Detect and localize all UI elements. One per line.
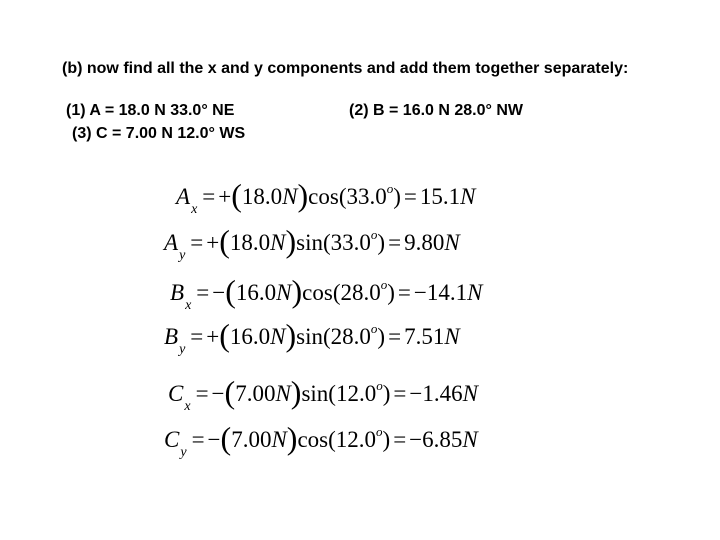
trig-close: ) [387,280,395,305]
trig-close: ) [393,184,401,209]
given-vector-b: (2) B = 16.0 N 28.0° NW [349,102,524,119]
trig-function: cos(33.0 [308,184,387,209]
equation-variable: B [164,324,179,349]
equation-sign: + [218,184,232,209]
trig-function: sin(28.0 [296,324,371,349]
open-paren: ( [231,177,242,213]
equation-variable: C [168,381,184,406]
equation-unit: N [270,230,286,255]
degree-symbol: o [380,277,388,292]
close-paren: ) [286,420,298,456]
equation-subscript: x [184,399,191,414]
trig-close: ) [382,427,391,452]
equation-subscript: y [180,445,187,460]
equals-sign: = [393,427,407,452]
equation-magnitude: 18.0 [229,230,271,255]
equation-subscript: x [185,298,192,313]
equation-unit: N [276,280,292,305]
degree-symbol: o [370,321,378,336]
equals-sign: = [397,280,411,305]
equation-sign: + [206,324,220,349]
equation-sign: − [212,280,226,305]
equation-result: 9.80 [404,230,445,255]
equals-sign: = [388,324,402,349]
equation-cy [164,421,478,459]
result-unit: N [462,427,478,452]
equation-result: 15.1 [419,184,461,209]
given-vector-a: (1) A = 18.0 N 33.0° NE [66,102,235,119]
open-paren: ( [225,273,236,309]
equation-unit: N [275,381,291,406]
open-paren: ( [224,374,236,410]
degree-symbol: o [376,424,383,439]
equation-unit: N [271,427,287,452]
equation-variable: A [176,184,191,209]
equals-sign: = [196,280,210,305]
equation-by [164,318,460,356]
equals-sign: = [191,427,205,452]
close-paren: ) [291,273,303,309]
close-paren: ) [285,317,297,353]
result-unit: N [444,230,460,255]
trig-close: ) [377,324,386,349]
result-unit: N [460,184,476,209]
given-vector-c: (3) C = 7.00 N 12.0° WS [72,125,246,142]
equation-ax [176,178,475,216]
equals-sign: = [388,230,402,255]
equation-bx [170,274,482,312]
open-paren: ( [220,420,232,456]
result-unit: N [467,280,483,305]
equation-magnitude: 18.0 [241,184,283,209]
equation-variable: A [164,230,179,255]
equation-result: 7.51 [404,324,445,349]
trig-function: cos(28.0 [302,280,381,305]
equation-sign: − [207,427,221,452]
equation-subscript: x [191,202,198,217]
equals-sign: = [202,184,216,209]
close-paren: ) [285,223,297,259]
degree-symbol: o [386,181,394,196]
open-paren: ( [219,317,230,353]
equation-magnitude: 7.00 [235,381,276,406]
equals-sign: = [190,230,204,255]
close-paren: ) [290,374,302,410]
equation-variable: C [164,427,180,452]
trig-function: sin(33.0 [296,230,371,255]
equation-magnitude: 16.0 [229,324,271,349]
equals-sign: = [190,324,204,349]
equation-sign: + [206,230,220,255]
equation-ay [164,224,460,262]
trig-close: ) [377,230,386,255]
equation-result: −1.46 [409,381,463,406]
result-unit: N [444,324,460,349]
result-unit: N [462,381,478,406]
equation-result: −6.85 [409,427,463,452]
close-paren: ) [297,177,309,213]
degree-symbol: o [376,378,383,393]
problem-instruction: (b) now find all the x and y components and add them together separately: [62,60,629,77]
equation-unit: N [270,324,286,349]
equals-sign: = [393,381,407,406]
equation-sign: − [211,381,225,406]
trig-close: ) [382,381,391,406]
equals-sign: = [195,381,209,406]
open-paren: ( [219,223,230,259]
equals-sign: = [403,184,417,209]
equation-magnitude: 16.0 [235,280,277,305]
trig-function: cos(12.0 [297,427,377,452]
equation-subscript: y [179,342,186,357]
equation-unit: N [282,184,298,209]
equation-magnitude: 7.00 [231,427,272,452]
equation-subscript: y [179,248,186,263]
equation-cx [168,375,478,413]
degree-symbol: o [370,227,378,242]
equation-variable: B [170,280,185,305]
trig-function: sin(12.0 [301,381,377,406]
equation-result: −14.1 [413,280,468,305]
